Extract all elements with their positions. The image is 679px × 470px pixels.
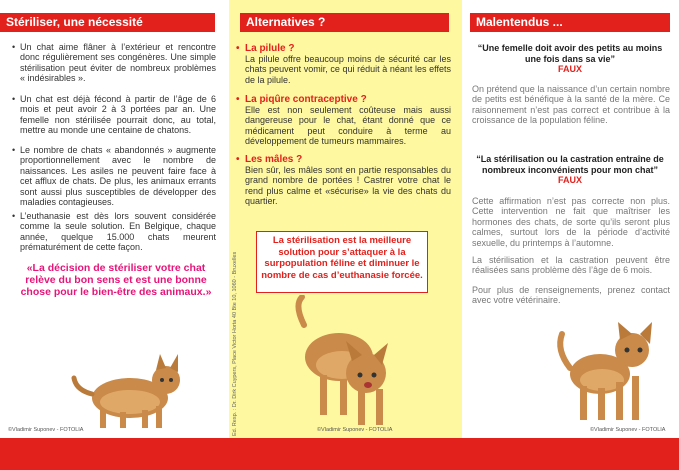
paragraph-4: • L’euthanasie est dès lors souvent considérée comme la seule solution. En Belgique, chaque année, quelque 15.000 chats meurent prématurément de cette façon. xyxy=(20,211,216,253)
faux-label-1: FAUX xyxy=(557,64,582,74)
myth-1 xyxy=(472,43,668,75)
publisher-imprint: Ed. Resp. : Dr. Dirk Cuypers, Place Victor Horta 40 Bte 10, 1060 - Bruxelles xyxy=(232,251,238,436)
bottom-red-band xyxy=(0,438,679,470)
kitten-image-1 xyxy=(70,350,190,432)
faux-label-2: FAUX xyxy=(557,175,582,185)
myth-2-paragraph-3: Pour plus de renseignements, prenez contact avec votre vétérinaire. xyxy=(472,285,670,306)
alt-item-injection xyxy=(245,94,451,147)
kitten-image-3 xyxy=(552,320,667,428)
alt-title-males: • Les mâles ? xyxy=(245,154,451,165)
panel-alternatives xyxy=(229,0,462,438)
myth-2-paragraph-2: La stérilisation et la castration peuvent être réalisées sans problème dès l’âge de 6 mois. xyxy=(472,255,670,276)
photo-credit-1: ©Vladimir Suponev - FOTOLIA xyxy=(8,427,84,433)
header-sterilisation: Stériliser, une nécessité xyxy=(0,13,215,32)
header-alternatives: Alternatives ? xyxy=(240,13,449,32)
photo-credit-2: ©Vladimir Suponev - FOTOLIA xyxy=(317,427,393,433)
myth-2 xyxy=(472,154,668,186)
alt-text-pill: La pilule offre beaucoup moins de sécurité car les chats peuvent vomir, ce qui réduit à néant les effets de la pilule. xyxy=(245,54,451,85)
myth-2-paragraph-1: Cette affirmation n’est pas correcte non plus. Cette intervention ne fait que maîtriser les hormones des chats, de sorte qu’ils seront plus calmes, surtout lors de la période d’activité sexuelle, du printemps à l’automne. xyxy=(472,196,670,248)
panel-sterilisation xyxy=(0,0,229,438)
panel-malentendus xyxy=(462,0,679,438)
myth-2-quote: “La stérilisation ou la castration entraîne de nombreux inconvénients pour mon chat” xyxy=(476,154,664,175)
kitten-image-2 xyxy=(284,295,414,433)
highlight-box: La stérilisation est la meilleure solution pour s’attaquer à la surpopulation féline et diminuer le nombre de cas d’euthanasie forcée. xyxy=(256,231,428,293)
alt-title-injection: • La piqûre contraceptive ? xyxy=(245,94,451,105)
alt-text-males: Bien sûr, les mâles sont en partie responsables du grand nombre de portées ! Castrer votre chat le rend plus calme et «sécurise» la vie des chats du quartier. xyxy=(245,165,451,207)
paragraph-2: • Un chat est déjà fécond à partir de l’âge de 6 mois et peut avoir 2 à 3 portées par an. Une femelle non stérilisée pourrait donc, au total, mettre au monde une centaine de chatons. xyxy=(20,94,216,136)
header-malentendus: Malentendus ... xyxy=(470,13,670,32)
myth-1-explanation: On prétend que la naissance d’un certain nombre de petits est bénéfique à la santé de la mère. Ce raisonnement n’est pas correct et contribue à la croissance de la population féline. xyxy=(472,84,670,126)
photo-credit-3: ©Vladimir Suponev - FOTOLIA xyxy=(590,427,666,433)
paragraph-3: • Le nombre de chats « abandonnés » augmente proportionnellement avec le nombre de naissances. Les asiles ne peuvent faire face à cet afflux de chats. De plus, les animaux errants sont aussi plus susceptibles de développer des maladies contagieuses. xyxy=(20,145,216,207)
alt-text-injection: Elle est non seulement coûteuse mais aussi dangereuse pour le chat, étant donné que ce médicament peut conduire à terme au développement de tumeurs mammaires. xyxy=(245,105,451,147)
alt-item-males xyxy=(245,154,451,207)
alt-title-pill: • La pilule ? xyxy=(245,43,451,54)
pink-quote: «La décision de stériliser votre chat relève du bon sens et est une bonne chose pour le bien-être des animaux.» xyxy=(20,262,212,298)
alt-item-pill xyxy=(245,43,451,85)
myth-1-quote: “Une femelle doit avoir des petits au moins une fois dans sa vie” xyxy=(477,43,663,64)
paragraph-1: • Un chat aime flâner à l’extérieur et rencontre donc régulièrement ses congénères. Une simple stérilisation peut éviter de nombreux problèmes « indésirables ». xyxy=(20,42,216,84)
